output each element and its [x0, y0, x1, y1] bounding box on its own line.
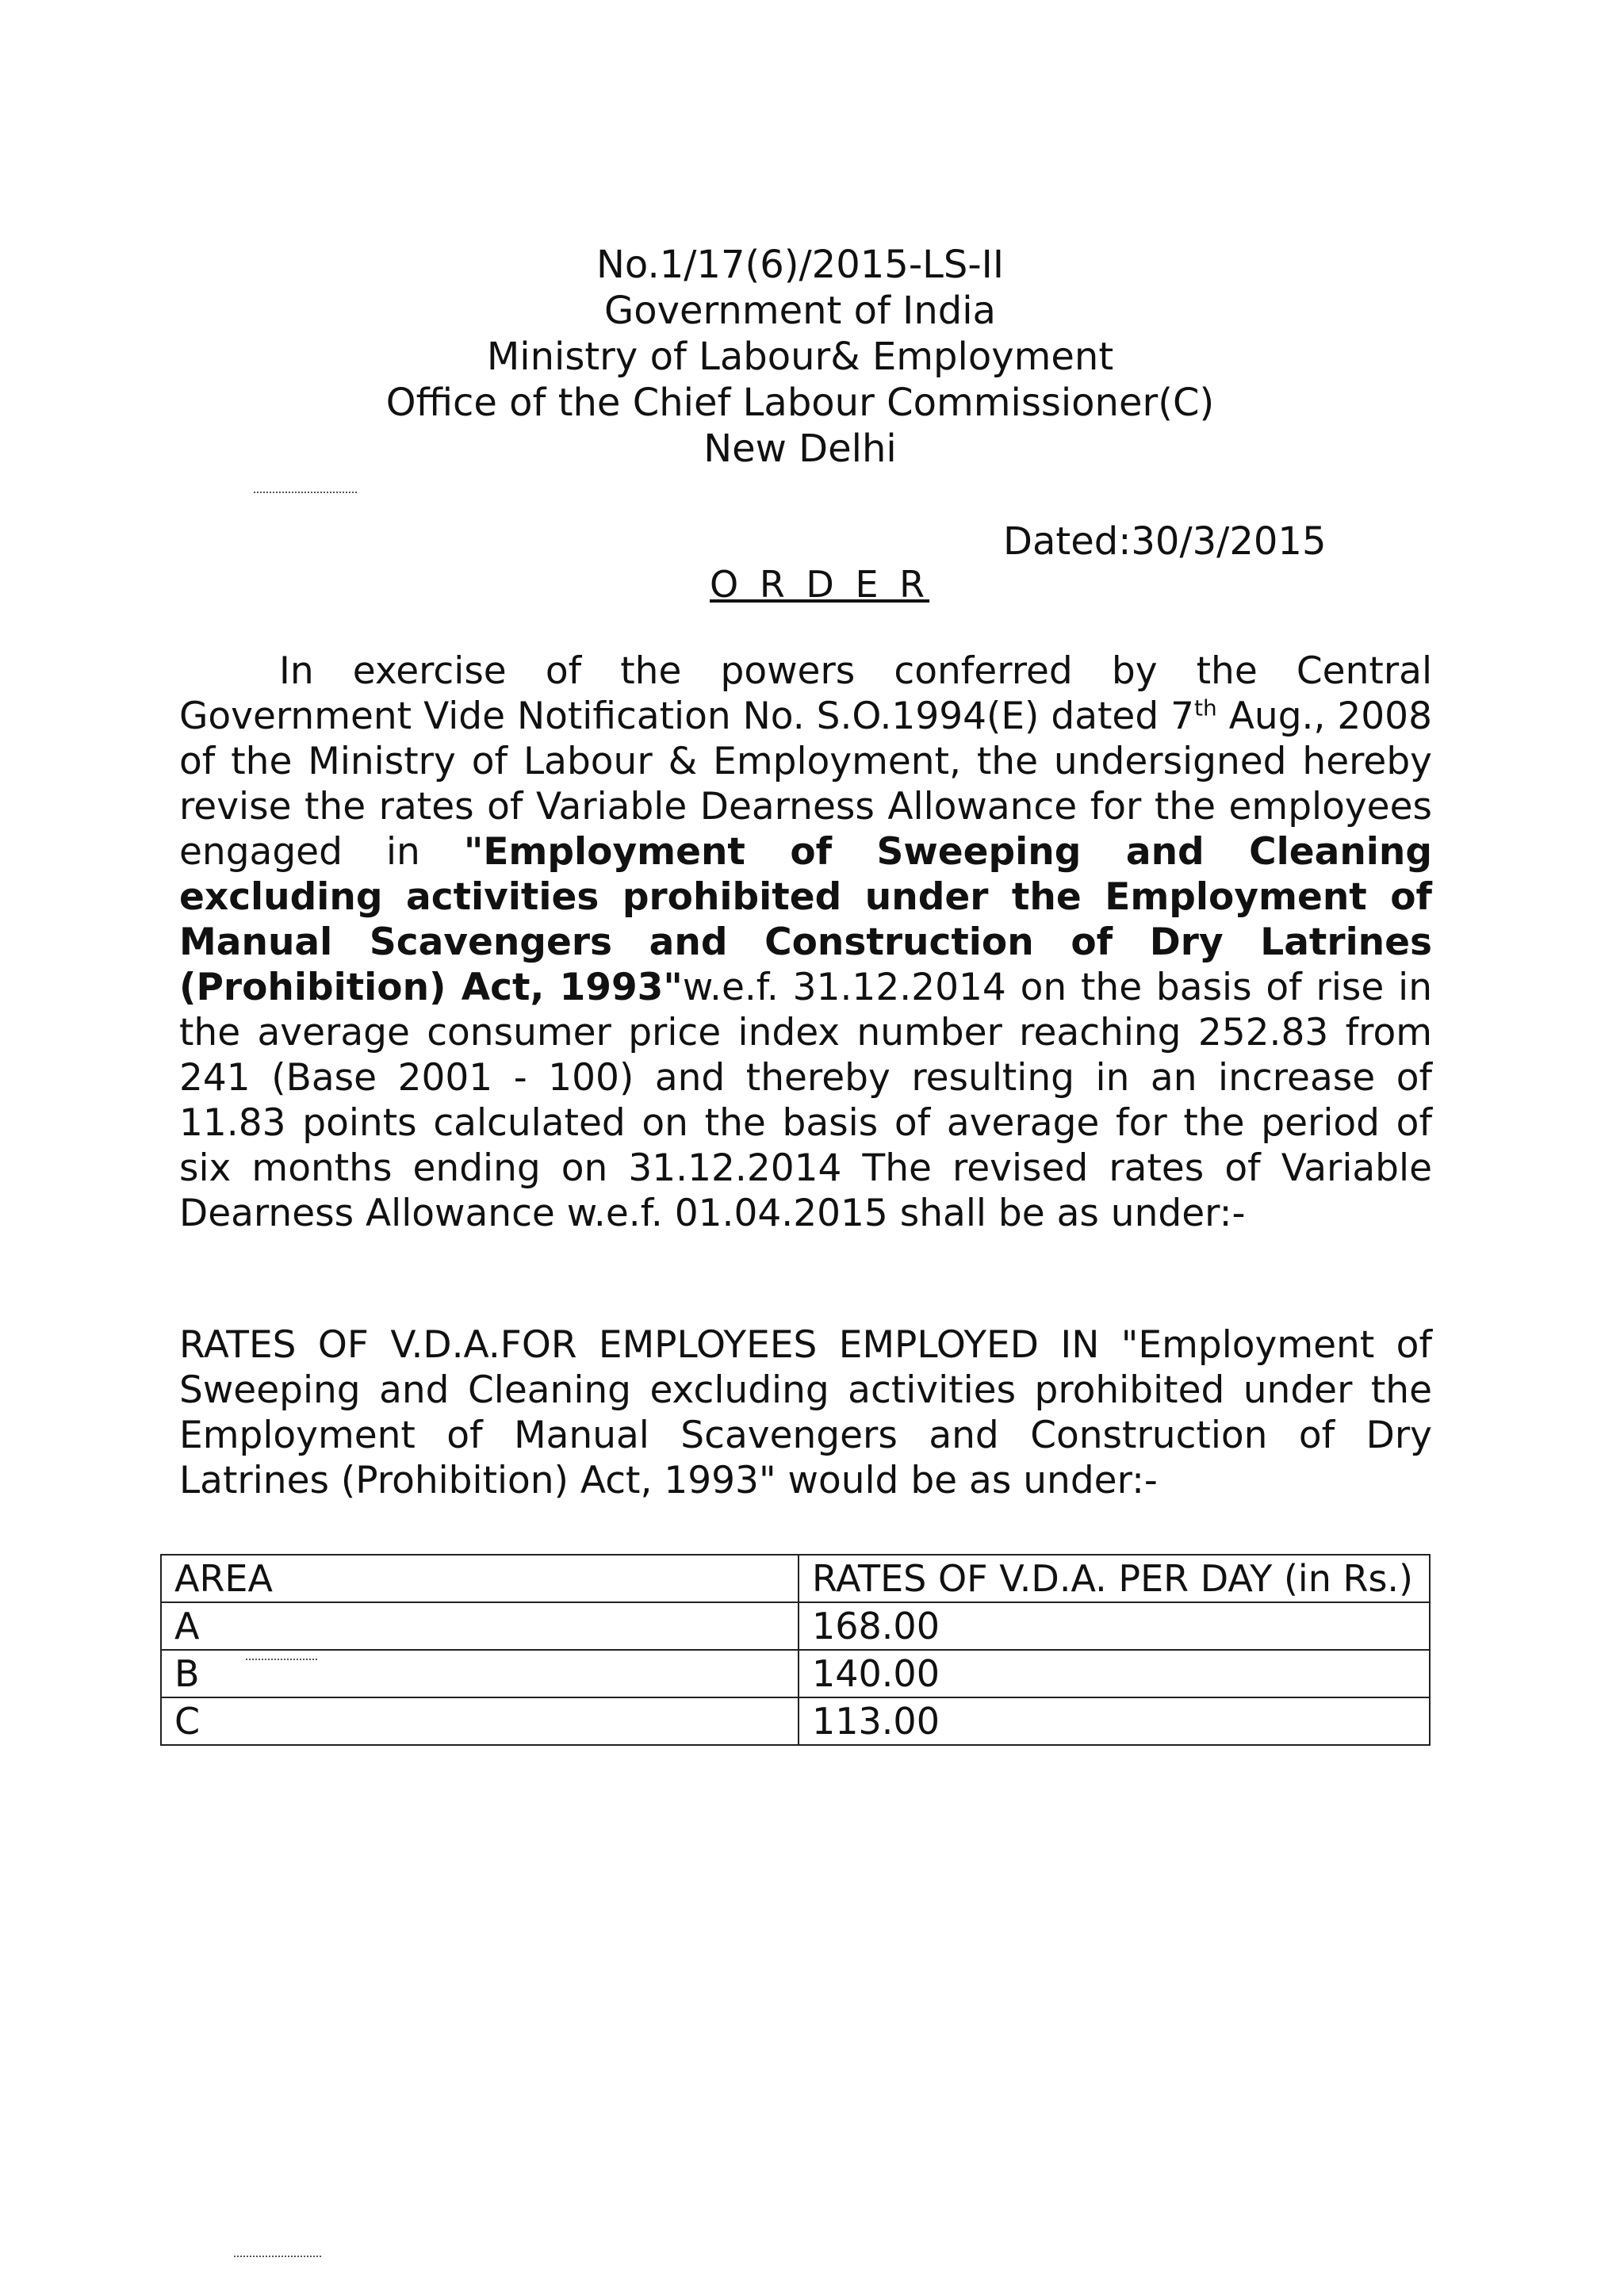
office-line: Office of the Chief Labour Commissioner(C) — [385, 381, 1215, 425]
table-row — [161, 1697, 1430, 1745]
area-cell: C — [161, 1697, 799, 1745]
city-line: New Delhi — [703, 427, 897, 471]
table-row — [161, 1650, 1430, 1697]
date-superscript: th — [1194, 695, 1217, 721]
header-rates: RATES OF V.D.A. PER DAY (in Rs.) — [799, 1555, 1430, 1602]
header-area: AREA — [161, 1555, 799, 1602]
table-row — [161, 1602, 1430, 1650]
letter-header — [0, 242, 1624, 472]
table-header-row — [161, 1555, 1430, 1602]
ministry-line: Ministry of Labour& Employment — [486, 335, 1114, 379]
scan-mark — [254, 492, 357, 493]
reference-number: No.1/17(6)/2015-LS-II — [596, 243, 1004, 287]
rate-cell: 113.00 — [799, 1697, 1430, 1745]
rates-paragraph: RATES OF V.D.A.FOR EMPLOYEES EMPLOYED IN "Employment of Sweeping and Cleaning excluding activities prohibited under the Employment of Manual Scavengers and Construction of Dry Latrines (Prohibition) Act, 1993" would be as under:- — [179, 1323, 1432, 1502]
area-cell: A — [161, 1602, 799, 1650]
paragraph-rest: w.e.f. 31.12.2014 on the basis of rise in the average consumer price index number reaching 252.83 from 241 (Base 2001 - 100) and thereby resulting in an increase of 11.83 points calculated on the basis of average for the period of six months ending on 31.12.2014 The revised rates of Variable Dearness Allowance w.e.f. 01.04.2015 shall be as under:- — [179, 966, 1432, 1235]
scan-mark — [234, 2256, 321, 2257]
area-cell: B — [161, 1650, 799, 1697]
order-paragraph — [179, 649, 1432, 1236]
employment-title-bold: "Employment of Sweeping and Cleaning excluding activities prohibited under the Employment of Manual Scavengers and Construction of Dry Latrines (Prohibition) Act, 1993" — [179, 830, 1432, 1009]
paragraph-intro: In exercise of the powers conferred by the Central Government Vide Notification No. S.O.1994(E) dated 7 — [179, 649, 1432, 738]
government-line: Government of India — [604, 289, 996, 333]
rate-cell: 168.00 — [799, 1602, 1430, 1650]
rate-cell: 140.00 — [799, 1650, 1430, 1697]
scan-mark — [246, 1659, 317, 1660]
date-line: Dated:30/3/2015 — [1003, 519, 1327, 564]
order-title: O R D E R — [710, 563, 930, 606]
vda-rates-table — [160, 1554, 1431, 1746]
paragraph-after-date: Aug., 2008 of the Ministry of Labour & Employment, the undersigned hereby revise the rates of Variable Dearness Allowance for the employees engaged in — [179, 695, 1432, 874]
